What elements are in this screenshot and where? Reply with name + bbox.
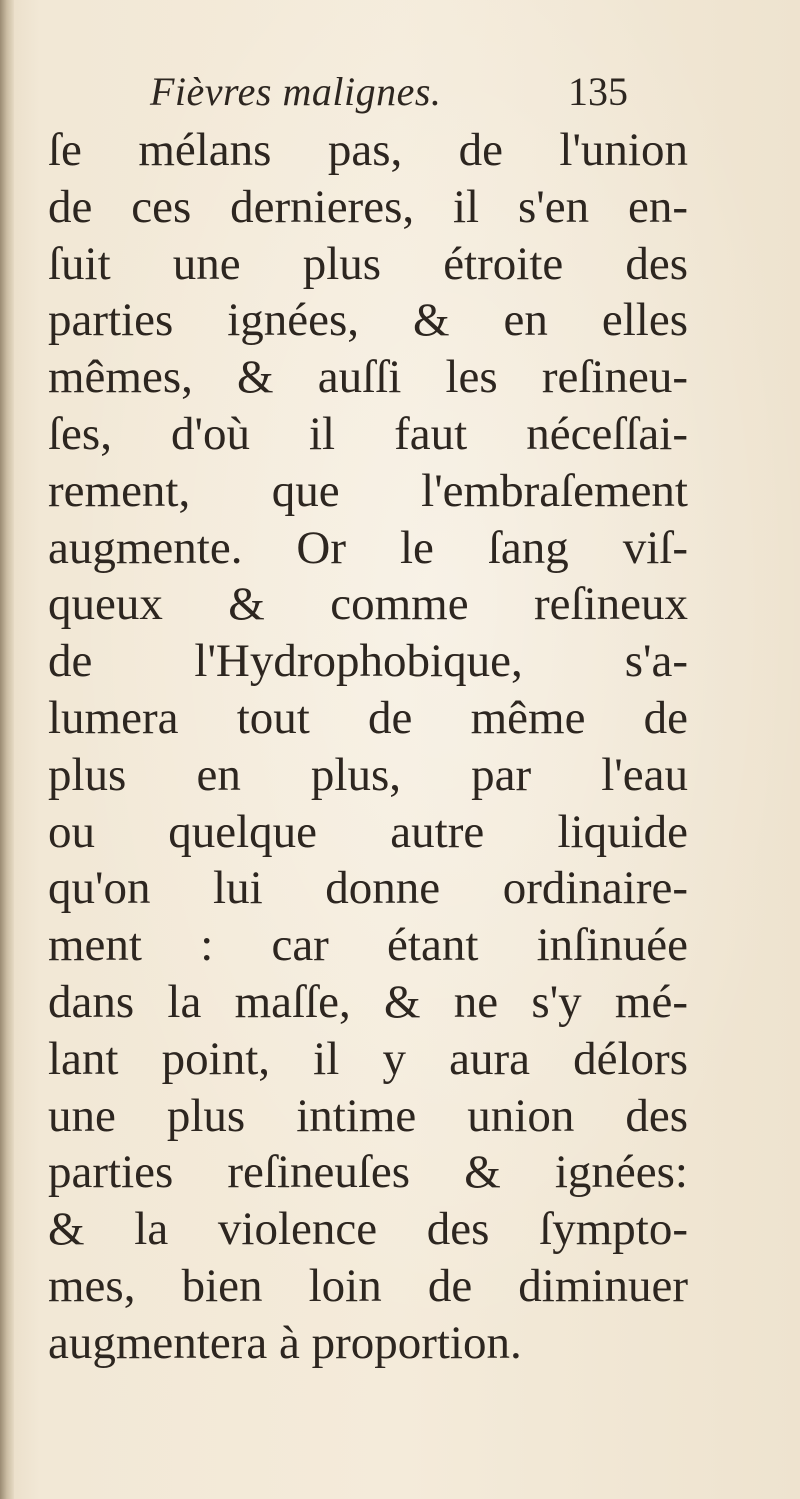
page-header [150,68,670,118]
text-line: mêmes, & auſſi les reſineu- [48,351,688,404]
text-line: ſuit une plus étroite des [48,237,688,290]
text-line: queux & comme reſineux [48,578,688,631]
text-line: rement, que l'embraſement [48,464,688,517]
text-line: parties reſineuſes & ignées: [48,1146,688,1199]
text-line: dans la maſſe, & ne s'y mé- [48,975,688,1028]
text-line: augmente. Or le ſang viſ- [48,521,688,574]
text-line: mes, bien loin de diminuer [48,1259,688,1312]
text-line: de l'Hydrophobique, s'a- [48,635,688,688]
text-line: augmentera à proportion. [48,1316,522,1369]
text-line: de ces dernieres, il s'en en- [48,180,688,233]
book-spine-shadow [0,0,14,1499]
text-line: qu'on lui donne ordinaire- [48,862,688,915]
text-line: lant point, il y aura délors [48,1032,688,1085]
text-line: lumera tout de même de [48,691,688,744]
page-number: 135 [568,69,628,114]
text-line: une plus intime union des [48,1089,688,1142]
text-line: & la violence des ſympto- [48,1203,688,1256]
text-line: plus en plus, par l'eau [48,748,688,801]
text-line: ſes, d'où il faut néceſſai- [48,407,688,460]
running-title: Fièvres malignes. [150,69,442,114]
text-line: ou quelque autre liquide [48,805,688,858]
text-line: parties ignées, & en elles [48,294,688,347]
body-text [48,122,688,1372]
text-line: ment : car étant inſinuée [48,919,688,972]
text-line: ſe mélans pas, de l'union [48,124,688,176]
